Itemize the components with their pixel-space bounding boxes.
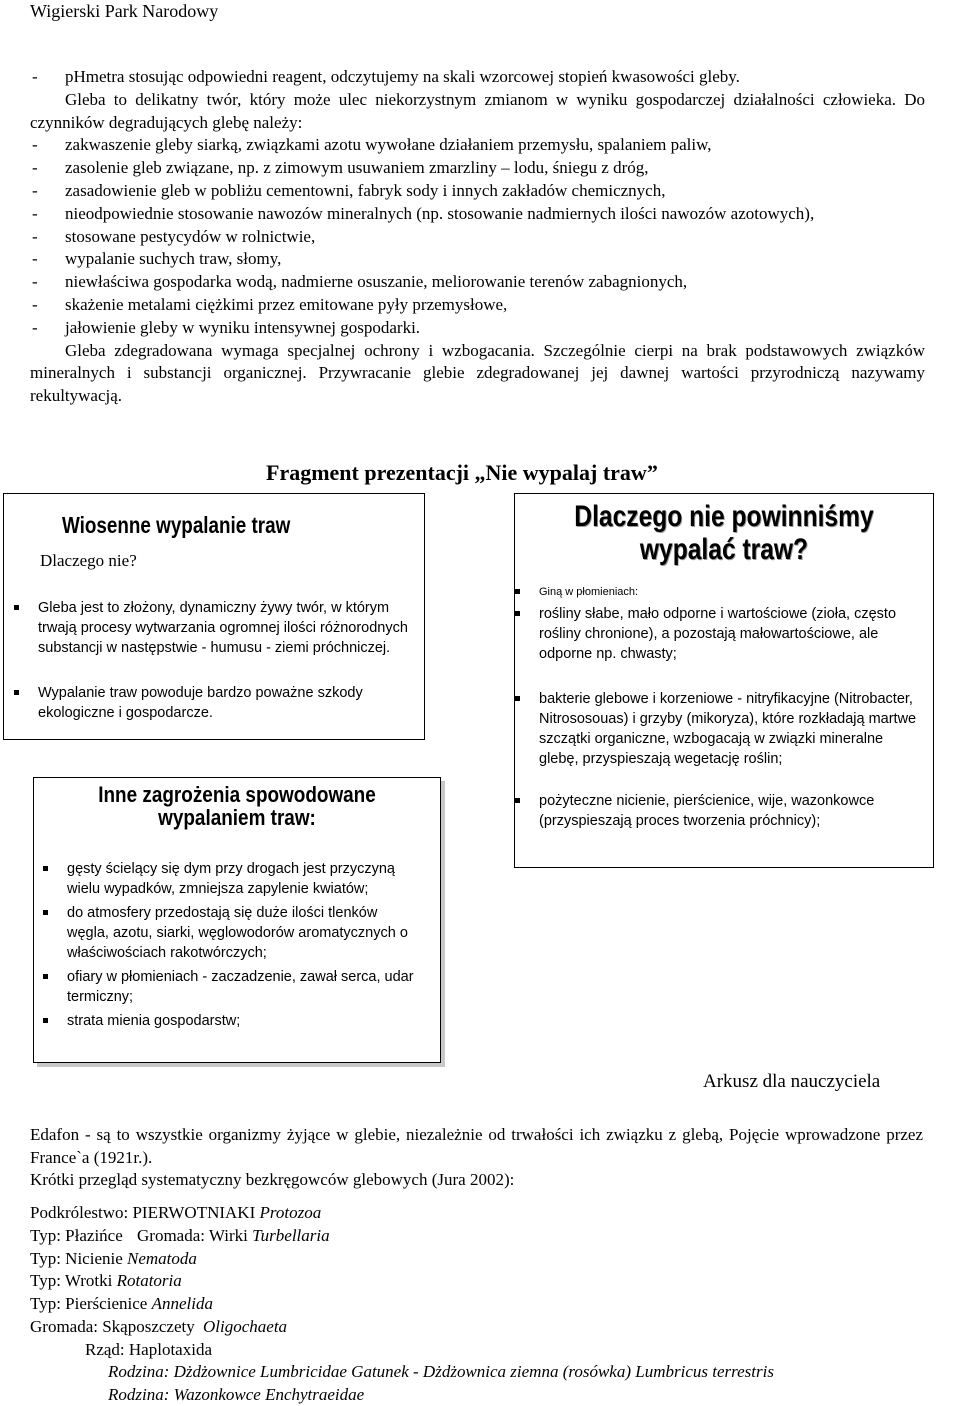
- dash-marker: -: [32, 203, 38, 223]
- systematic-overview-line: Krótki przegląd systematyczny bezkręgowców glebowych (Jura 2002):: [30, 1170, 515, 1189]
- taxon-label: Gromada: Skąposzczety: [30, 1317, 195, 1336]
- list-item: [30, 157, 925, 180]
- list-item-text: zasadowienie gleb w pobliżu cementowni, fabryk sody i innych zakładów chemicznych,: [65, 180, 666, 200]
- taxonomy-line: Rodzina: Dżdżownice Lumbricidae Gatunek - Dżdżownica ziemna (rosówka) Lumbricus terrestris: [108, 1362, 774, 1381]
- list-item-text: Gleba jest to złożony, dynamiczny żywy twór, w którym trwają procesy wytwarzania ogromnej ilości różnorodnych substancji w następstwie - humusu - ziemi próchniczej.: [38, 600, 408, 656]
- list-item: [515, 689, 925, 769]
- slide-threats-bullets: [43, 859, 423, 1031]
- list-item: [515, 604, 925, 664]
- bullet-square-icon: [14, 690, 19, 695]
- dash-marker: -: [32, 272, 38, 292]
- bullet-square-icon: [515, 798, 520, 803]
- list-item-text: pożyteczne nicienie, pierścienice, wije, wazonkowce (przyspieszają proces tworzenia próchnicy);: [539, 793, 875, 829]
- taxon-label: Gromada: Wirki: [137, 1226, 248, 1245]
- dash-marker: -: [32, 135, 38, 155]
- page-header-title: Wigierski Park Narodowy: [30, 1, 219, 21]
- bullet-square-icon: [43, 1018, 48, 1023]
- bullet-square-icon: [515, 611, 520, 616]
- bullet-square-icon: [43, 974, 48, 979]
- list-item-text: Wypalanie traw powoduje bardzo poważne szkody ekologiczne i gospodarcze.: [38, 685, 363, 721]
- paragraph-rekultywacja: Gleba zdegradowana wymaga specjalnej ochrony i wzbogacania. Szczególnie cierpi na brak podstawowych związków mineralnych i substancji organicznej. Przywracanie glebie zdegradowanej jej dawnej wartości przyrodniczą nazywamy rekultywacją.: [30, 340, 925, 406]
- dash-marker: -: [32, 180, 38, 200]
- list-item: [30, 317, 925, 340]
- list-item: [30, 66, 925, 89]
- list-item-text: gęsty ścielący się dym przy drogach jest przyczyną wielu wypadków, zmniejsza zapylenie kwiatów;: [67, 861, 395, 897]
- taxonomy-line: [30, 1271, 182, 1291]
- slide-left-title: Wiosenne wypalanie traw: [62, 512, 291, 538]
- list-item-text: nieodpowiednie stosowanie nawozów mineralnych (np. stosowanie nadmiernych ilości nawozów azotowych),: [65, 203, 815, 223]
- taxonomy-line: [85, 1340, 212, 1360]
- fragment-title: Fragment prezentacji „Nie wypalaj traw”: [266, 460, 658, 485]
- dash-marker: -: [32, 158, 38, 178]
- dash-marker: -: [32, 226, 38, 246]
- taxon-latin: Annelida: [151, 1294, 213, 1313]
- edafon-paragraph: Edafon - są to wszystkie organizmy żyjące w glebie, niezależnie od trwałości ich związku z glebą, Pojęcie wprowadzone przez France`a (1921r.).: [30, 1125, 923, 1167]
- dash-marker: -: [32, 294, 38, 314]
- list-item-text: rośliny słabe, mało odporne i wartościowe (zioła, często rośliny chronione), a pozostają małowartościowe, ale odporne np. chwasty;: [539, 606, 897, 662]
- taxon-latin: Protozoa: [259, 1203, 322, 1222]
- box-shadow-bottom: [37, 1063, 445, 1067]
- list-item-text: pHmetra stosując odpowiedni reagent, odczytujemy na skali wzorcowej stopień kwasowości gleby.: [65, 67, 740, 86]
- slide-right-title: Dlaczego nie powinniśmy wypalać traw?: [574, 500, 874, 566]
- list-item-text: wypalanie suchych traw, słomy,: [65, 249, 282, 269]
- list-item-text: stosowane pestycydów w rolnictwie,: [65, 226, 316, 246]
- taxon-label: Typ: Wrotki: [30, 1271, 113, 1290]
- taxonomy-line: [30, 1226, 330, 1246]
- taxonomy-line: [30, 1294, 213, 1314]
- list-item-text: strata mienia gospodarstw;: [67, 1013, 241, 1029]
- list-item-text: niewłaściwa gospodarka wodą, nadmierne osuszanie, meliorowanie terenów zabagnionych,: [65, 272, 688, 292]
- taxon-label: Typ: Pierścienice: [30, 1294, 148, 1313]
- dash-marker: -: [32, 67, 38, 86]
- taxon-label: Typ: Nicienie: [30, 1249, 123, 1268]
- taxon-latin: Turbellaria: [252, 1226, 330, 1245]
- slide-threats-title: Inne zagrożenia spowodowane wypalaniem traw:: [98, 782, 376, 830]
- bullet-square-icon: [43, 866, 48, 871]
- list-item-text: skażenie metalami ciężkimi przez emitowane pyły przemysłowe,: [65, 294, 508, 314]
- list-item: [30, 226, 925, 249]
- list-item-text: jałowienie gleby w wyniku intensywnej gospodarki.: [65, 317, 421, 337]
- list-item: [43, 967, 423, 1007]
- dash-marker: -: [32, 317, 38, 337]
- taxon-latin: Nematoda: [127, 1249, 197, 1268]
- taxonomy-line: [30, 1203, 321, 1223]
- slide-left-bullets: [14, 598, 414, 723]
- taxon-label: Podkrólestwo: PIERWOTNIAKI: [30, 1203, 256, 1222]
- list-item: [43, 903, 423, 963]
- paragraph-degradation: Gleba to delikatny twór, który może ulec niekorzystnym zmianom w wyniku gospodarczej działalności człowieka. Do czynników degradujących glebę należy:: [30, 89, 925, 132]
- slide-right-bullets: [515, 584, 925, 831]
- list-item: [30, 294, 925, 317]
- teacher-sheet-title: Arkusz dla nauczyciela: [703, 1071, 881, 1092]
- list-item-text: Giną w płomieniach:: [539, 586, 639, 598]
- list-item: [30, 134, 925, 157]
- taxonomy-line: Rodzina: Wazonkowce Enchytraeidae: [108, 1385, 365, 1404]
- taxon-latin: Rotatoria: [116, 1271, 182, 1290]
- list-item-text: do atmosfery przedostają się duże ilości tlenków węgla, azotu, siarki, węglowodorów aromatycznych o właściwościach rakotwórczych;: [67, 905, 408, 961]
- bullet-square-icon: [43, 910, 48, 915]
- taxon-label: Rząd: Haplotaxida: [85, 1340, 212, 1359]
- list-item-text: zakwaszenie gleby siarką, związkami azotu wywołane działaniem przemysłu, spalaniem paliw,: [65, 135, 712, 155]
- list-item: [30, 180, 925, 203]
- taxon-latin: Oligochaeta: [203, 1317, 288, 1336]
- list-item-text: zasolenie gleb związane, np. z zimowym usuwaniem zmarzliny – lodu, śniegu z dróg,: [65, 158, 649, 178]
- list-item: [43, 1011, 423, 1031]
- list-item: [14, 683, 414, 723]
- bullet-square-icon: [515, 589, 520, 594]
- bullet-square-icon: [14, 605, 19, 610]
- taxon-label: Typ: Płazińce: [30, 1226, 123, 1245]
- list-item: [30, 248, 925, 271]
- list-item: [14, 598, 414, 658]
- taxonomy-line: [30, 1249, 197, 1269]
- list-item-text: ofiary w płomieniach - zaczadzenie, zawał serca, udar termiczny;: [67, 969, 414, 1005]
- list-item-text: bakterie glebowe i korzeniowe - nitryfikacyjne (Nitrobacter, Nitrososouas) i grzyby (mikoryza), które rozkładają martwe szczątki organiczne, wzbogacają w związki mineralne glebę, przyspieszają wegetację roślin;: [539, 691, 917, 767]
- bullet-square-icon: [515, 696, 520, 701]
- dash-marker: -: [32, 249, 38, 269]
- top-text-section: [30, 66, 925, 408]
- list-item: [30, 271, 925, 294]
- box-shadow-right: [441, 781, 445, 1067]
- list-item: [30, 203, 925, 226]
- list-item: [515, 791, 925, 831]
- slide-left-subtitle: Dlaczego nie?: [40, 551, 137, 570]
- list-item: [43, 859, 423, 899]
- list-item: [515, 584, 925, 600]
- taxonomy-line: [30, 1317, 287, 1337]
